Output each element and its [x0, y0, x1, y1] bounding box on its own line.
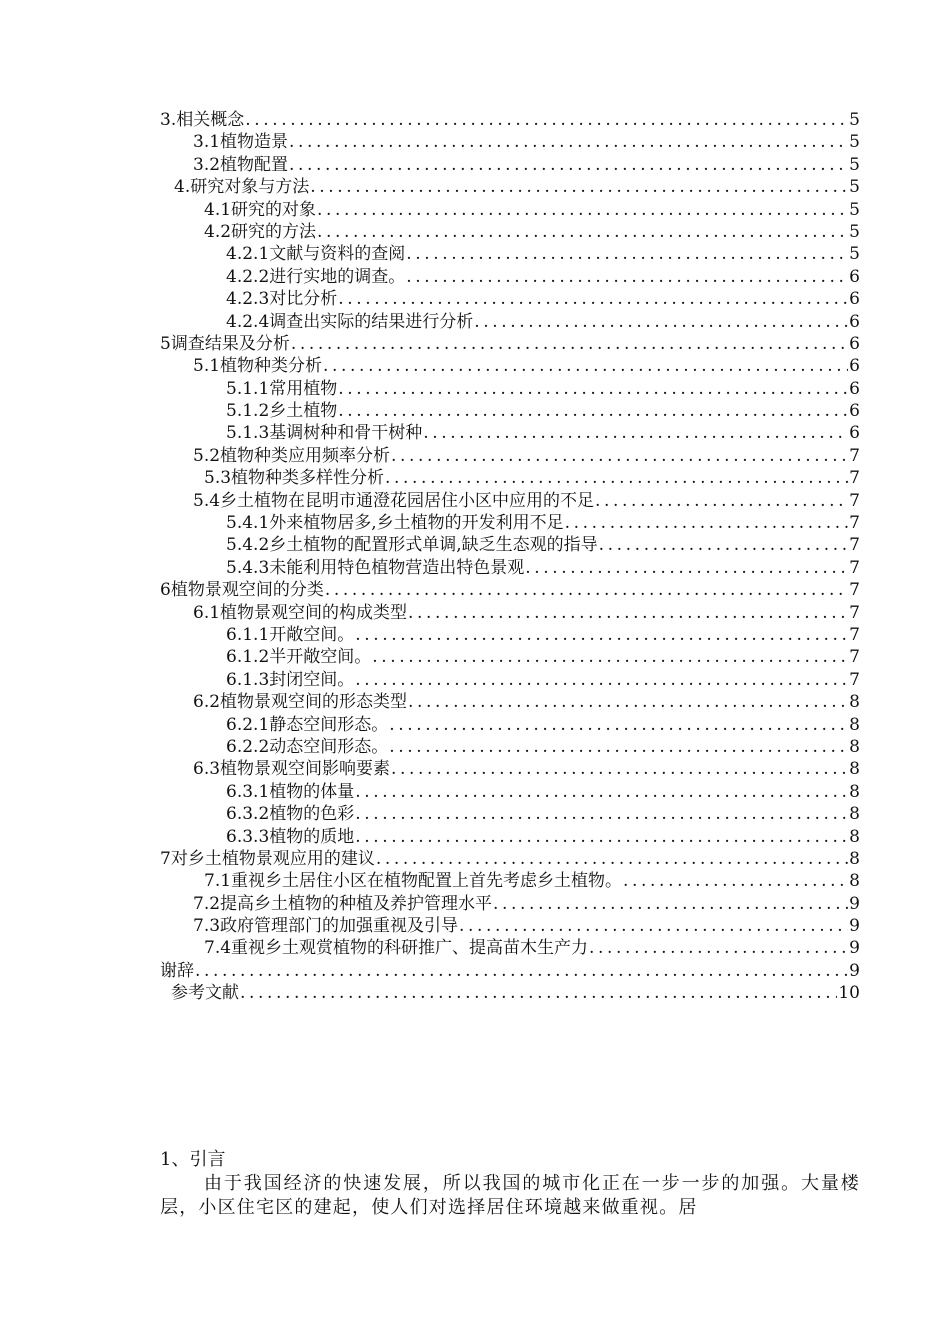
- toc-entry-page: 8: [849, 848, 860, 869]
- toc-dot-leader: [317, 221, 848, 243]
- toc-entry-page: 6: [849, 311, 860, 332]
- toc-dot-leader: [355, 826, 848, 848]
- toc-entry-title: 5.4.3未能利用特色植物营造出特色景观: [226, 557, 525, 578]
- toc-entry-title: 6.3.1植物的体量: [226, 781, 355, 802]
- toc-dot-leader: [317, 199, 848, 221]
- toc-dot-leader: [459, 915, 848, 937]
- toc-entry-page: 7: [849, 513, 860, 534]
- toc-entry-page: 8: [849, 759, 860, 780]
- toc-dot-leader: [385, 467, 848, 489]
- toc-dot-leader: [355, 624, 848, 646]
- toc-entry[interactable]: [160, 243, 860, 265]
- toc-dot-leader: [323, 355, 848, 377]
- toc-entry-page: 7: [849, 535, 860, 556]
- toc-dot-leader: [289, 131, 848, 153]
- toc-dot-leader: [338, 288, 848, 310]
- section-paragraph: 由于我国经济的快速发展，所以我国的城市化正在一步一步的加强。大量楼层，小区住宅区的建起，使人们对选择居住环境越来做重视。居: [160, 1173, 860, 1218]
- toc-entry-page: 6: [849, 289, 860, 310]
- toc-entry-title: 7.4重视乡土观赏植物的科研推广、提高苗木生产力: [204, 938, 589, 959]
- toc-dot-leader: [391, 445, 848, 467]
- toc-entry[interactable]: [160, 333, 860, 355]
- toc-entry-page: 8: [849, 781, 860, 802]
- toc-entry[interactable]: [160, 960, 860, 982]
- toc-entry-title: 谢辞: [160, 960, 194, 981]
- toc-dot-leader: [355, 669, 848, 691]
- toc-entry-page: 9: [849, 938, 860, 959]
- toc-entry-page: 7: [849, 647, 860, 668]
- toc-entry-title: 6.2.1静态空间形态。: [226, 714, 389, 735]
- toc-entry-page: 6: [849, 356, 860, 377]
- toc-dot-leader: [408, 602, 848, 624]
- toc-entry-title: 7.1重视乡土居住小区在植物配置上首先考虑乡土植物。: [204, 871, 623, 892]
- toc-entry-page: 7: [849, 557, 860, 578]
- toc-entry-page: 6: [849, 423, 860, 444]
- toc-entry-title: 参考文献: [171, 983, 239, 1004]
- toc-dot-leader: [595, 490, 848, 512]
- toc-entry-title: 4.2.3对比分析: [226, 289, 338, 310]
- toc-entry[interactable]: [160, 512, 860, 534]
- toc-entry-title: 5.4.2乡土植物的配置形式单调,缺乏生态观的指导: [226, 535, 598, 556]
- toc-entry[interactable]: [160, 982, 860, 1004]
- toc-entry[interactable]: [160, 803, 860, 825]
- toc-dot-leader: [406, 243, 848, 265]
- toc-entry-page: 5: [849, 244, 860, 265]
- toc-entry-page: 8: [849, 714, 860, 735]
- toc-entry[interactable]: [160, 534, 860, 556]
- toc-entry[interactable]: [160, 870, 860, 892]
- toc-dot-leader: [289, 154, 848, 176]
- toc-entry[interactable]: [160, 714, 860, 736]
- toc-dot-leader: [389, 736, 848, 758]
- toc-entry[interactable]: [160, 937, 860, 959]
- toc-entry-title: 6.3.3植物的质地: [226, 826, 355, 847]
- toc-entry-page: 7: [849, 669, 860, 690]
- toc-entry[interactable]: [160, 848, 860, 870]
- toc-entry-title: 3.2植物配置: [193, 154, 289, 175]
- toc-entry-page: 6: [849, 266, 860, 287]
- toc-dot-leader: [355, 803, 848, 825]
- toc-dot-leader: [565, 512, 849, 534]
- toc-entry-title: 6植物景观空间的分类: [160, 580, 324, 601]
- toc-entry-page: 5: [849, 132, 860, 153]
- toc-entry[interactable]: [160, 826, 860, 848]
- toc-entry[interactable]: [160, 669, 860, 691]
- toc-entry[interactable]: [160, 490, 860, 512]
- toc-entry-page: 5: [849, 110, 860, 130]
- toc-entry[interactable]: [160, 266, 860, 288]
- toc-entry-page: 6: [849, 378, 860, 399]
- toc-entry-title: 6.2.2动态空间形态。: [226, 736, 389, 757]
- toc-entry[interactable]: [160, 400, 860, 422]
- toc-dot-leader: [372, 646, 848, 668]
- toc-entry[interactable]: [160, 176, 860, 198]
- toc-dot-leader: [589, 937, 848, 959]
- toc-entry-title: 5.1.3基调树种和骨干树种: [226, 423, 423, 444]
- toc-entry-page: 6: [849, 401, 860, 422]
- toc-entry-page: 7: [849, 602, 860, 623]
- table-of-contents: [160, 109, 860, 1005]
- toc-entry[interactable]: [160, 445, 860, 467]
- toc-entry-title: 4.1研究的对象: [204, 199, 317, 220]
- toc-dot-leader: [310, 176, 848, 198]
- toc-entry[interactable]: [160, 288, 860, 310]
- toc-entry-page: 9: [849, 916, 860, 937]
- toc-entry-title: 6.1.3封闭空间。: [226, 669, 355, 690]
- toc-entry-title: 4.2研究的方法: [204, 221, 317, 242]
- toc-entry-page: 7: [849, 624, 860, 645]
- toc-entry[interactable]: [160, 422, 860, 444]
- toc-entry[interactable]: [160, 781, 860, 803]
- toc-dot-leader: [240, 982, 837, 1004]
- toc-entry[interactable]: [160, 579, 860, 601]
- toc-entry-page: 8: [849, 692, 860, 713]
- toc-entry-title: 6.2植物景观空间的形态类型: [193, 692, 408, 713]
- toc-entry[interactable]: [160, 602, 860, 624]
- toc-dot-leader: [406, 266, 848, 288]
- toc-entry-title: 5调查结果及分析: [160, 333, 290, 354]
- toc-entry[interactable]: [160, 467, 860, 489]
- toc-dot-leader: [599, 534, 849, 556]
- toc-entry-title: 5.1植物种类分析: [193, 356, 323, 377]
- toc-dot-leader: [423, 422, 848, 444]
- toc-entry[interactable]: [160, 646, 860, 668]
- toc-entry-title: 3.1植物造景: [193, 132, 289, 153]
- toc-dot-leader: [195, 960, 848, 982]
- toc-entry-page: 8: [849, 804, 860, 825]
- toc-entry[interactable]: [160, 691, 860, 713]
- toc-entry[interactable]: [160, 355, 860, 377]
- toc-entry[interactable]: [160, 311, 860, 333]
- toc-entry[interactable]: [160, 199, 860, 221]
- toc-entry-page: 5: [849, 221, 860, 242]
- toc-entry-title: 5.1.1常用植物: [226, 378, 338, 399]
- toc-dot-leader: [525, 557, 848, 579]
- toc-entry[interactable]: [160, 915, 860, 937]
- toc-dot-leader: [376, 848, 848, 870]
- toc-entry-page: 7: [849, 445, 860, 466]
- toc-entry-page: 10: [838, 983, 860, 1004]
- toc-entry-page: 7: [849, 580, 860, 601]
- toc-entry-title: 7.3政府管理部门的加强重视及引导: [193, 916, 459, 937]
- toc-entry[interactable]: [160, 736, 860, 758]
- toc-entry-title: 5.4乡土植物在昆明市通澄花园居住小区中应用的不足: [193, 490, 595, 511]
- toc-entry-page: 8: [849, 736, 860, 757]
- toc-entry-page: 5: [849, 177, 860, 198]
- toc-entry-page: 7: [849, 468, 860, 489]
- toc-entry-page: 8: [849, 826, 860, 847]
- toc-entry-title: 5.2植物种类应用频率分析: [193, 445, 391, 466]
- toc-entry-page: 9: [849, 960, 860, 981]
- toc-entry-title: 4.2.4调查出实际的结果进行分析: [226, 311, 474, 332]
- toc-entry-title: 6.1植物景观空间的构成类型: [193, 602, 408, 623]
- toc-entry[interactable]: [160, 624, 860, 646]
- toc-dot-leader: [389, 714, 848, 736]
- toc-entry[interactable]: [160, 557, 860, 579]
- toc-entry-page: 5: [849, 154, 860, 175]
- toc-entry[interactable]: [160, 893, 860, 915]
- toc-entry-title: 5.3植物种类多样性分析: [204, 468, 385, 489]
- section-heading: 1、引言: [160, 1149, 226, 1170]
- toc-entry-title: 6.3.2植物的色彩: [226, 804, 355, 825]
- toc-entry-title: 7.2提高乡土植物的种植及养护管理水平: [193, 893, 493, 914]
- toc-entry-title: 4.2.1文献与资料的查阅: [226, 244, 406, 265]
- toc-entry[interactable]: [160, 154, 860, 176]
- toc-dot-leader: [474, 311, 848, 333]
- toc-dot-leader: [325, 579, 848, 601]
- toc-entry-page: 6: [849, 333, 860, 354]
- toc-dot-leader: [623, 870, 848, 892]
- toc-entry-page: 9: [849, 893, 860, 914]
- toc-dot-leader: [338, 378, 848, 400]
- toc-entry-title: 3.相关概念: [160, 110, 245, 130]
- toc-entry[interactable]: [160, 758, 860, 780]
- toc-entry-title: 5.1.2乡土植物: [226, 401, 338, 422]
- toc-dot-leader: [245, 109, 848, 131]
- toc-dot-leader: [391, 758, 848, 780]
- body-section: [160, 1148, 860, 1220]
- toc-dot-leader: [291, 333, 848, 355]
- toc-entry-title: 7对乡土植物景观应用的建议: [160, 848, 375, 869]
- toc-entry[interactable]: [160, 109, 860, 131]
- toc-entry-title: 4.研究对象与方法: [174, 177, 310, 198]
- toc-entry-page: 7: [849, 490, 860, 511]
- toc-dot-leader: [355, 781, 848, 803]
- toc-entry-title: 6.1.2半开敞空间。: [226, 647, 372, 668]
- toc-dot-leader: [408, 691, 848, 713]
- toc-dot-leader: [493, 893, 848, 915]
- toc-entry-title: 6.3植物景观空间影响要素: [193, 759, 391, 780]
- toc-entry-title: 4.2.2进行实地的调查。: [226, 266, 406, 287]
- toc-entry-title: 5.4.1外来植物居多,乡土植物的开发利用不足: [226, 513, 564, 534]
- toc-entry[interactable]: [160, 131, 860, 153]
- toc-entry-title: 6.1.1开敞空间。: [226, 624, 355, 645]
- toc-entry-page: 8: [849, 871, 860, 892]
- toc-entry-page: 5: [849, 199, 860, 220]
- toc-entry[interactable]: [160, 378, 860, 400]
- toc-dot-leader: [338, 400, 848, 422]
- toc-entry[interactable]: [160, 221, 860, 243]
